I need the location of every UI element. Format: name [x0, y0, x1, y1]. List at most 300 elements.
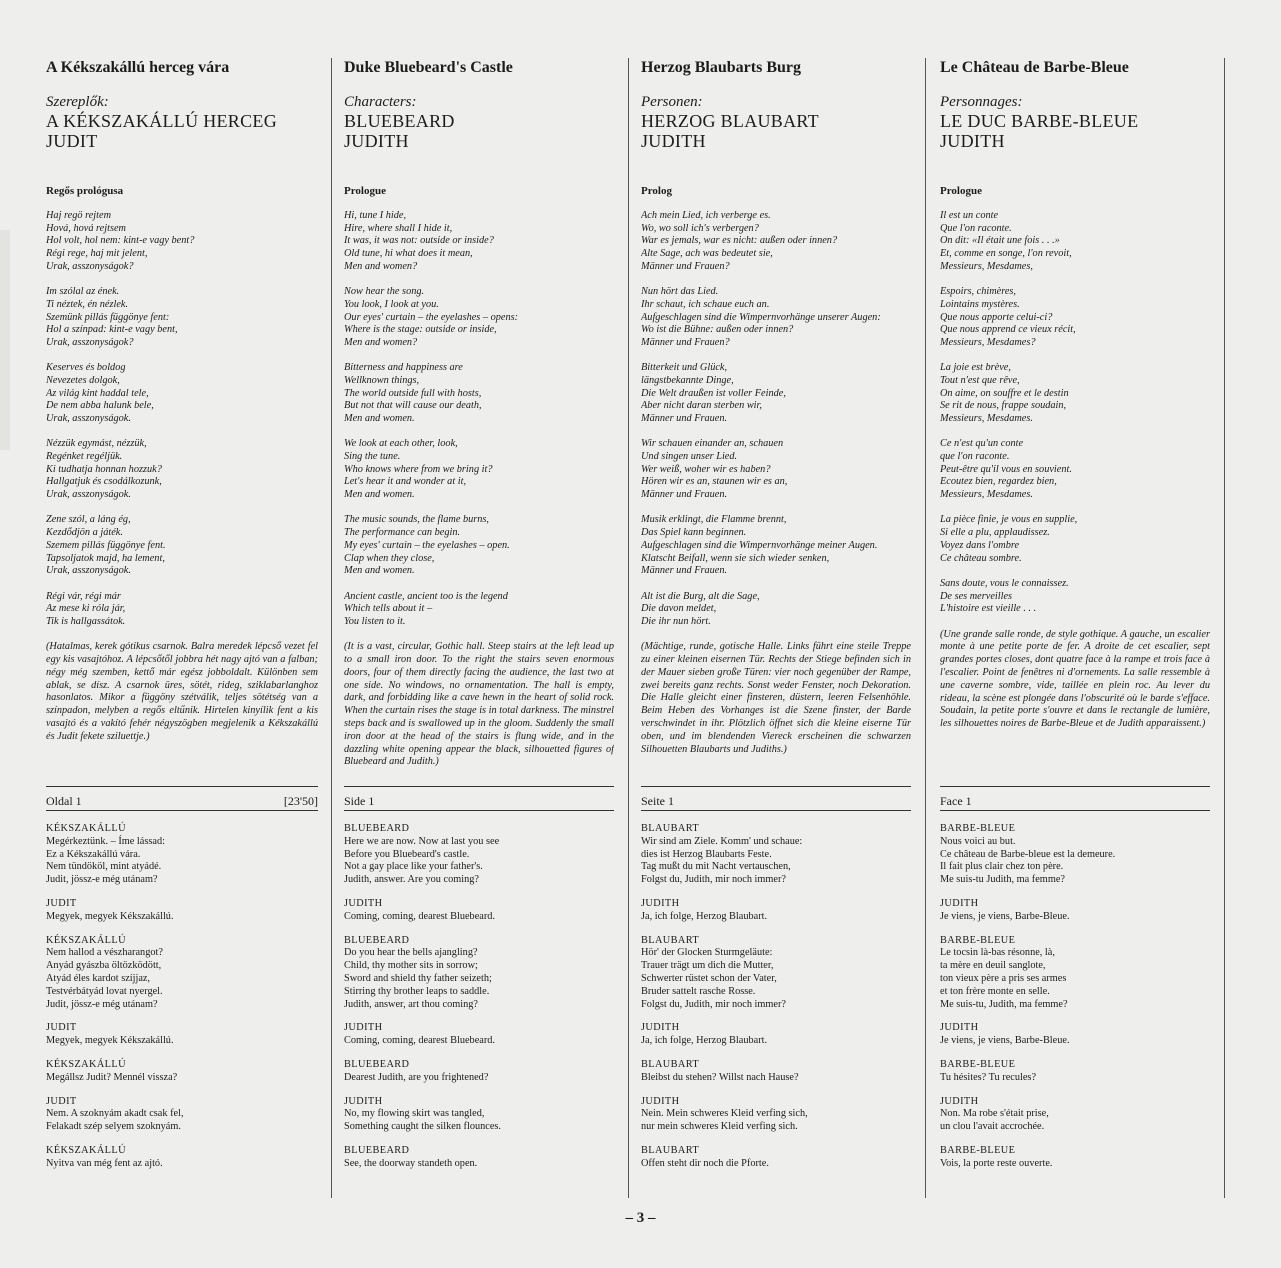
column-divider — [925, 58, 926, 1198]
verse-stanza — [641, 591, 911, 629]
prologue-title: Prologue — [940, 185, 982, 197]
sung-line: et ton frère monte en selle. — [940, 985, 1050, 997]
verse-line: Si elle a plu, applaudissez. — [940, 527, 1050, 539]
character-name: A KÉKSZAKÁLLÚ HERCEG — [46, 111, 277, 131]
sung-line: Megérkeztünk. – Íme lássad: — [46, 835, 165, 847]
characters-label: Szereplők: — [46, 94, 109, 110]
verse-line: Hören wir es an, staunen wir es an, — [641, 476, 788, 488]
verse-line: Urak, asszonyságok. — [46, 489, 131, 501]
prologue-verses — [46, 210, 318, 629]
side-header — [641, 787, 911, 811]
speech-block — [344, 1059, 614, 1085]
verse-stanza — [940, 438, 1210, 502]
sung-line: Me suis-tu, Judith, ma femme? — [940, 998, 1068, 1010]
speech-block — [46, 935, 318, 1012]
side-header — [940, 787, 1210, 811]
verse-line: Que nous apprend ce vieux récit, — [940, 324, 1076, 336]
prologue-verses — [641, 210, 911, 629]
speaker-name: BLUEBEARD — [344, 1144, 410, 1156]
sung-line: Je viens, je viens, Barbe-Bleue. — [940, 910, 1070, 922]
speech-block — [940, 898, 1210, 924]
verse-line: Messieurs, Mesdames. — [940, 413, 1033, 425]
speech-block — [344, 1022, 614, 1048]
sung-line: Dearest Judith, are you frightened? — [344, 1071, 489, 1083]
sung-line: Do you hear the bells ajangling? — [344, 947, 478, 959]
characters-label: Personnages: — [940, 94, 1023, 110]
sung-line: Wir sind am Ziele. Komm' und schaue: — [641, 835, 803, 847]
sung-line: Atyád éles kardot szíjjaz, — [46, 972, 151, 984]
sung-line: Trauer trägt um dich die Mutter, — [641, 960, 774, 972]
sung-line: Here we are now. Now at last you see — [344, 835, 500, 847]
verse-line: Hol volt, hol nem: kint-e vagy bent? — [46, 235, 195, 247]
verse-line: Men and women. — [344, 413, 415, 425]
speech-block — [940, 1145, 1210, 1171]
speech-block — [46, 1145, 318, 1171]
verse-line: De nem abba halunk bele, — [46, 400, 154, 412]
speaker-name: JUDIT — [46, 1095, 77, 1107]
column-divider — [331, 58, 332, 1198]
speaker-name: JUDITH — [641, 1022, 680, 1034]
verse-line: Wellknown things, — [344, 374, 420, 386]
speaker-name: BARBE-BLEUE — [940, 823, 1016, 834]
speaker-name: JUDITH — [940, 1095, 979, 1107]
verse-line: The performance can begin. — [344, 527, 461, 539]
verse-stanza — [940, 286, 1210, 350]
stage-direction: (Une grande salle ronde, de style gothique. A gauche, un escalier monte à une petite porte de fer. A droite de cet escalier, sept grandes portes closes, dont quatre face à la rampe et trois face à l'escalier. Point de fenêtres ni d'ornements. La salle ressemble à une caverne sombre, vide, taillée en plein roc. Au lever du rideau, la scène est plongée dans l'obscurité où le barde s'efface. Soudain, la petite porte s'ouvre et dans le rectangle de lumière, les silhouettes noires de Barbe-Bleue et de Judith apparaissent.) — [940, 628, 1210, 730]
speech-block — [344, 1145, 614, 1171]
prologue-verses — [940, 210, 1210, 616]
verse-line: Männer und Frauen. — [641, 413, 728, 425]
characters-label: Characters: — [344, 94, 417, 110]
speaker-name: BLUEBEARD — [344, 823, 410, 834]
speech-block — [344, 935, 614, 1012]
verse-line: Urak, asszonyságok. — [46, 565, 131, 577]
character-name: LE DUC BARBE-BLEUE — [940, 111, 1139, 131]
verse-line: Die davon meldet, — [641, 603, 717, 615]
sung-line: Sword and shield thy father seizeth; — [344, 972, 492, 984]
character-name: JUDITH — [641, 131, 706, 151]
verse-stanza — [641, 362, 911, 426]
sung-line: Nem. A szoknyám akadt csak fel, — [46, 1108, 184, 1120]
speaker-name: JUDIT — [46, 897, 77, 909]
side-header — [344, 787, 614, 811]
sung-line: un clou l'avait accrochée. — [940, 1121, 1045, 1133]
verse-stanza — [344, 438, 614, 502]
speech-block — [46, 823, 318, 887]
verse-line: War es jemals, war es nicht: außen oder innen? — [641, 235, 838, 247]
side-section — [46, 786, 318, 1182]
dialog — [46, 811, 318, 1171]
verse-stanza — [344, 591, 614, 629]
speaker-name: BLAUBART — [641, 934, 700, 946]
sung-line: Judit, jössz-e még utánam? — [46, 998, 158, 1010]
sung-line: Not a gay place like your father's. — [344, 861, 483, 873]
verse-line: Die ihr nun hört. — [641, 615, 711, 627]
verse-line: Men and women. — [344, 565, 415, 577]
side-label: Face 1 — [940, 794, 972, 808]
verse-line: The music sounds, the flame burns, — [344, 514, 490, 526]
verse-stanza — [344, 362, 614, 426]
verse-line: Lointains mystères. — [940, 298, 1020, 310]
speech-block — [641, 935, 911, 1012]
verse-line: Ihr schaut, ich schaue euch an. — [641, 298, 770, 310]
speaker-name: BARBE-BLEUE — [940, 1144, 1016, 1156]
verse-line: Peut-être qu'il vous en souvient. — [940, 463, 1072, 475]
verse-line: Régi rege, haj mit jelent, — [46, 248, 148, 260]
verse-line: Espoirs, chimères, — [940, 286, 1016, 298]
verse-line: Sing the tune. — [344, 451, 401, 463]
speaker-name: BLAUBART — [641, 1144, 700, 1156]
speech-block — [641, 1059, 911, 1085]
speaker-name: KÉKSZAKÁLLÚ — [46, 1058, 126, 1070]
verse-line: The world outside full with hosts, — [344, 387, 482, 399]
sung-line: Before you Bluebeard's castle. — [344, 848, 470, 860]
verse-line: Männer und Frauen. — [641, 565, 728, 577]
verse-line: Men and women. — [344, 489, 415, 501]
stage-direction: (Mächtige, runde, gotische Halle. Links führt eine steile Treppe zu einer kleinen eisernen Tür. Rechts der Stiege befinden sich in der Mauer sieben große Türen: vier noch gegenüber der Rampe, zwei bereits ganz rechts. Sonst weder Fenster, noch Dekoration. Die Halle gleicht einer finsteren, düstern, leeren Felsenhöhle. Beim Heben des Vorhanges ist die Szene finster, der Barde verschwindet in ihr. Plötzlich öffnet sich die kleine eiserne Tür oben, und im blendenden Viereck erscheinen die schwarzen Silhouetten Blaubarts und Judiths.) — [641, 641, 911, 755]
sung-line: Coming, coming, dearest Bluebeard. — [344, 910, 495, 922]
stage-direction: (Hatalmas, kerek gótikus csarnok. Balra meredek lépcső vezet fel egy kis vasajtóhoz. A lépcsőtől jobbra hét nagy ajtó van a falban; négy még szemben, kettő már egész jobboldalt. Különben sem ablak, se dísz. A csarnok üres, sötét, rideg, sziklabarlanghoz hasonlatos. Mikor a függöny szétválik, teljes sötétség van a színpadon, melyben a regős eltűnik. Hirtelen kinyílik fent a kis vasajtó és a vakító fehér négyszögben megjelenik a Kékszakállú és Judit fekete sziluettje.) — [46, 641, 318, 742]
sung-line: ta mère en deuil sanglote, — [940, 960, 1046, 972]
sung-line: Judith, answer. Are you coming? — [344, 874, 479, 886]
sung-line: Vois, la porte reste ouverte. — [940, 1157, 1053, 1169]
verse-line: Bitterkeit und Glück, — [641, 362, 728, 374]
verse-line: Bitterness and happiness are — [344, 362, 463, 374]
sung-line: ton vieux père a pris ses armes — [940, 972, 1067, 984]
verse-line: Where is the stage: outside or inside, — [344, 324, 497, 336]
speaker-name: JUDITH — [940, 897, 979, 909]
dialog — [641, 811, 911, 1171]
verse-line: Messieurs, Mesdames, — [940, 260, 1033, 272]
prologue-title: Prologue — [344, 185, 386, 197]
speech-block — [641, 823, 911, 887]
sung-line: Nous voici au but. — [940, 835, 1016, 847]
verse-line: Urak, asszonyságok? — [46, 336, 134, 348]
verse-stanza — [940, 210, 1210, 274]
sung-line: Child, thy mother sits in sorrow; — [344, 960, 478, 972]
verse-line: Az világ kint haddal tele, — [46, 387, 149, 399]
speaker-name: KÉKSZAKÁLLÚ — [46, 934, 126, 946]
verse-line: Nézzük egymást, nézzük, — [46, 438, 147, 450]
character-name: HERZOG BLAUBART — [641, 111, 819, 131]
verse-line: Il est un conte — [940, 210, 999, 221]
column-english — [344, 58, 614, 1188]
sung-line: Il fait plus clair chez ton père. — [940, 861, 1064, 873]
verse-stanza — [641, 438, 911, 502]
speech-block — [940, 1096, 1210, 1134]
sung-line: Stirring thy brother leaps to saddle. — [344, 985, 490, 997]
sung-line: No, my flowing skirt was tangled, — [344, 1108, 485, 1120]
prologue-title: Prolog — [641, 185, 672, 197]
speech-block — [641, 898, 911, 924]
verse-line: Ti néztek, én nézlek. — [46, 298, 129, 310]
page-number: – 3 – — [625, 1210, 656, 1226]
speaker-name: BLUEBEARD — [344, 1058, 410, 1070]
stage-direction: (It is a vast, circular, Gothic hall. Steep stairs at the left lead up to a small iron door. To the right the stairs seven enormous doors, four of them directly facing the audience, the last two at one side. No windows, no ornamentation. The hall is empty, dark, and forbidding like a cave hewn in the heart of solid rock. When the curtain rises the stage is in total darkness. The minstrel steps back and is swallowed up in the gloom. Suddenly the small iron door at the head of the stairs is flung wide, and in the dazzling white opening appear the black, silhouetted figures of Bluebeard and Judith.) — [344, 641, 614, 768]
verse-line: We look at each other, look, — [344, 438, 458, 450]
sung-line: Bleibst du stehen? Willst nach Hause? — [641, 1071, 799, 1083]
verse-line: Und singen unser Lied. — [641, 451, 738, 463]
verse-line: Our eyes' curtain – the eyelashes – opens: — [344, 311, 519, 323]
speaker-name: JUDITH — [344, 897, 383, 909]
verse-line: Szemünk pillás függönye fent: — [46, 311, 170, 323]
verse-line: Ce n'est qu'un conte — [940, 438, 1024, 450]
verse-stanza — [940, 578, 1210, 616]
sung-line: Tag mußt du mit Nacht vertauschen, — [641, 861, 791, 873]
sung-line: Non. Ma robe s'était prise, — [940, 1108, 1049, 1120]
characters-block — [940, 94, 1210, 184]
verse-line: Zene szól, a láng ég, — [46, 514, 131, 526]
verse-stanza — [344, 514, 614, 578]
speech-block — [344, 898, 614, 924]
verse-stanza — [46, 514, 318, 578]
verse-stanza — [641, 514, 911, 578]
verse-line: L'histoire est vieille . . . — [940, 603, 1037, 615]
verse-stanza — [641, 286, 911, 350]
column-title: Le Château de Barbe-Bleue — [940, 59, 1129, 76]
column-french — [940, 58, 1210, 1188]
sung-line: Tu hésites? Tu recules? — [940, 1071, 1037, 1083]
sung-line: nur mein schweres Kleid verfing sich. — [641, 1121, 798, 1133]
verse-line: La pièce finie, je vous en supplie, — [940, 514, 1078, 526]
dialog — [940, 811, 1210, 1171]
speech-block — [641, 1096, 911, 1134]
verse-line: Alt ist die Burg, alt die Sage, — [641, 590, 760, 602]
verse-line: Haj regö rejtem — [46, 210, 112, 221]
sung-line: Folgst du, Judith, mir noch immer? — [641, 998, 787, 1010]
verse-line: De ses merveilles — [940, 590, 1013, 602]
verse-line: Men and women? — [344, 336, 418, 348]
verse-line: Alte Sage, ach was bedeutet sie, — [641, 248, 773, 260]
speech-block — [940, 935, 1210, 1012]
column-divider — [628, 58, 629, 1198]
verse-line: Que nous apporte celui-ci? — [940, 311, 1053, 323]
verse-line: Que l'on raconte. — [940, 222, 1012, 234]
verse-line: Aber nicht daran sterben wir, — [641, 400, 762, 412]
verse-line: My eyes' curtain – the eyelashes – open. — [344, 539, 510, 551]
verse-line: Now hear the song. — [344, 286, 425, 298]
sung-line: Nyitva van még fent az ajtó. — [46, 1157, 163, 1169]
speech-block — [940, 1022, 1210, 1048]
speaker-name: JUDITH — [641, 1095, 680, 1107]
verse-line: Hire, where shall I hide it, — [344, 222, 453, 234]
verse-line: Szemem pillás függönye fent. — [46, 539, 166, 551]
speech-block — [641, 1022, 911, 1048]
side-label: Side 1 — [344, 794, 375, 808]
speech-block — [940, 823, 1210, 887]
speaker-name: BLAUBART — [641, 823, 700, 834]
verse-line: Et, comme en songe, l'on revoit, — [940, 248, 1072, 260]
page-edge-shadow — [0, 230, 10, 450]
sung-line: Megyek, megyek Kékszakállú. — [46, 1035, 174, 1047]
verse-line: Tapsoljatok majd, ha lement, — [46, 552, 165, 564]
verse-stanza — [46, 438, 318, 502]
sung-line: Ce château de Barbe-bleue est la demeure. — [940, 848, 1116, 860]
verse-line: Which tells about it – — [344, 603, 433, 615]
verse-stanza — [46, 591, 318, 629]
side-header — [46, 787, 318, 811]
verse-line: Tik is hallgassátok. — [46, 615, 126, 627]
verse-line: Ce château sombre. — [940, 552, 1022, 564]
sung-line: Megyek, megyek Kékszakállú. — [46, 910, 174, 922]
speaker-name: KÉKSZAKÁLLÚ — [46, 823, 126, 834]
speech-block — [46, 898, 318, 924]
verse-line: Musik erklingt, die Flamme brennt, — [641, 514, 787, 526]
verse-line: Die Welt draußen ist voller Feinde, — [641, 387, 786, 399]
column-title: Duke Bluebeard's Castle — [344, 59, 513, 76]
sung-line: Coming, coming, dearest Bluebeard. — [344, 1035, 495, 1047]
characters-block — [641, 94, 911, 184]
speaker-name: BARBE-BLEUE — [940, 934, 1016, 946]
verse-line: Urak, asszonyságok? — [46, 260, 134, 272]
verse-line: Sans doute, vous le connaissez. — [940, 577, 1069, 589]
verse-line: Wo, wo soll ich's verbergen? — [641, 222, 759, 234]
verse-stanza — [46, 210, 318, 274]
verse-line: Messieurs, Mesdames? — [940, 336, 1036, 348]
verse-line: Ach mein Lied, ich verberge es. — [641, 210, 771, 221]
verse-line: On dit: «Il était une fois . . .» — [940, 235, 1060, 247]
sung-line: Megállsz Judit? Mennél vissza? — [46, 1071, 178, 1083]
sung-line: Ja, ich folge, Herzog Blaubart. — [641, 910, 768, 922]
column-hungarian — [46, 58, 318, 1188]
verse-line: Ki tudhatja honnan hozzuk? — [46, 463, 162, 475]
verse-line: Männer und Frauen. — [641, 489, 728, 501]
verse-line: Messieurs, Mesdames. — [940, 489, 1033, 501]
speaker-name: JUDITH — [344, 1095, 383, 1107]
sung-line: Nem tündököl, mint atyádé. — [46, 861, 162, 873]
sung-line: dies ist Herzog Blaubarts Feste. — [641, 848, 772, 860]
sung-line: See, the doorway standeth open. — [344, 1157, 478, 1169]
speech-block — [344, 1096, 614, 1134]
speech-block — [46, 1059, 318, 1085]
verse-line: Hol a színpad: kint-e vagy bent, — [46, 324, 178, 336]
sung-line: Ez a Kékszakállú vára. — [46, 848, 141, 860]
sung-line: Me suis-tu Judith, ma femme? — [940, 874, 1065, 886]
verse-line: Tout n'est que rêve, — [940, 374, 1020, 386]
speaker-name: JUDITH — [940, 1022, 979, 1034]
column-title: A Kékszakállú herceg vára — [46, 59, 230, 76]
characters-block — [344, 94, 614, 184]
verse-line: Klatscht Beifall, wenn sie sich wieder senken, — [641, 552, 830, 564]
side-duration: [23'50] — [283, 794, 318, 808]
verse-line: Aufgeschlagen sind die Wimpernvorhänge meiner Augen. — [641, 539, 878, 551]
sung-line: Felakadt szép selyem szoknyám. — [46, 1121, 181, 1133]
character-name: JUDITH — [344, 131, 409, 151]
speaker-name: JUDITH — [641, 897, 680, 909]
verse-line: Nevezetes dolgok, — [46, 374, 120, 386]
sung-line: Offen steht dir noch die Pforte. — [641, 1157, 769, 1169]
characters-label: Personen: — [641, 94, 703, 110]
verse-line: Régi vár, régi már — [46, 590, 121, 602]
verse-line: Im szólal az ének. — [46, 286, 120, 298]
verse-line: Das Spiel kann beginnen. — [641, 527, 747, 539]
verse-line: Clap when they close, — [344, 552, 435, 564]
verse-line: Who knows where from we bring it? — [344, 463, 493, 475]
character-name: JUDITH — [940, 131, 1005, 151]
sung-line: Bruder sattelt rasche Rosse. — [641, 985, 756, 997]
prologue-title: Regős prológusa — [46, 185, 124, 197]
speech-block — [46, 1096, 318, 1134]
verse-line: Old tune, hi what does it mean, — [344, 248, 473, 260]
speaker-name: BLAUBART — [641, 1058, 700, 1070]
side-section — [344, 786, 614, 1182]
verse-line: Regénket regéljük. — [46, 451, 123, 463]
sung-line: Folgst du, Judith, mir noch immer? — [641, 874, 787, 886]
verse-stanza — [46, 286, 318, 350]
sung-line: Hör' der Glocken Sturmgeläute: — [641, 947, 773, 959]
verse-line: Men and women? — [344, 260, 418, 272]
verse-stanza — [46, 362, 318, 426]
verse-stanza — [940, 362, 1210, 426]
verse-line: Voyez dans l'ombre — [940, 539, 1020, 551]
sung-line: Something caught the silken flounces. — [344, 1121, 501, 1133]
sung-line: Nein. Mein schweres Kleid verfing sich, — [641, 1108, 808, 1120]
column-divider — [1224, 58, 1225, 1198]
verse-line: On aime, on souffre et le destin — [940, 387, 1069, 399]
sung-line: Je viens, je viens, Barbe-Bleue. — [940, 1035, 1070, 1047]
speech-block — [641, 1145, 911, 1171]
sung-line: Nem hallod a vészharangot? — [46, 947, 163, 959]
side-label: Seite 1 — [641, 794, 674, 808]
column-german — [641, 58, 911, 1188]
sung-line: Judith, answer, art thou coming? — [344, 998, 478, 1010]
sung-line: Le tocsin là-bas résonne, là, — [940, 947, 1055, 959]
characters-block — [46, 94, 318, 184]
side-section — [641, 786, 911, 1182]
verse-line: Ancient castle, ancient too is the legend — [344, 590, 508, 602]
verse-line: Ecoutez bien, regardez bien, — [940, 476, 1057, 488]
verse-line: Männer und Frauen? — [641, 336, 730, 348]
character-name: BLUEBEARD — [344, 111, 455, 131]
sung-line: Schwerter rüstet schon der Vater, — [641, 972, 777, 984]
verse-line: Wer weiß, woher wir es haben? — [641, 463, 771, 475]
verse-line: La joie est brève, — [940, 362, 1011, 374]
verse-line: Wo ist die Bühne: außen oder innen? — [641, 324, 794, 336]
verse-line: Wir schauen einander an, schauen — [641, 438, 784, 450]
sung-line: Testvérbátyád lovat nyergel. — [46, 985, 163, 997]
verse-line: You look, I look at you. — [344, 298, 439, 310]
verse-stanza — [344, 286, 614, 350]
prologue-verses — [344, 210, 614, 629]
verse-line: Aufgeschlagen sind die Wimpernvorhänge unserer Augen: — [641, 311, 881, 323]
speech-block — [344, 823, 614, 887]
verse-line: längstbekannte Dinge, — [641, 374, 734, 386]
speech-block — [940, 1059, 1210, 1085]
sung-line: Ja, ich folge, Herzog Blaubart. — [641, 1035, 768, 1047]
verse-line: Kezdődjön a játék. — [46, 527, 123, 539]
speaker-name: KÉKSZAKÁLLÚ — [46, 1144, 126, 1156]
verse-line: Urak, asszonyságok. — [46, 413, 131, 425]
speaker-name: BARBE-BLEUE — [940, 1058, 1016, 1070]
verse-line: Nun hört das Lied. — [641, 286, 719, 298]
verse-line: Let's hear it and wonder at it, — [344, 476, 467, 488]
verse-line: Az mese ki róla jár, — [46, 603, 126, 615]
column-title: Herzog Blaubarts Burg — [641, 59, 801, 76]
dialog — [344, 811, 614, 1171]
verse-line: But not that will cause our death, — [344, 400, 482, 412]
speaker-name: BLUEBEARD — [344, 934, 410, 946]
character-name: JUDIT — [46, 131, 98, 151]
verse-stanza — [641, 210, 911, 274]
speech-block — [46, 1022, 318, 1048]
verse-line: You listen to it. — [344, 615, 406, 627]
verse-stanza — [344, 210, 614, 274]
sung-line: Anyád gyászba öltözködött, — [46, 960, 162, 972]
verse-line: Hallgatjuk és csodálkozunk, — [46, 476, 162, 488]
verse-line: Se rit de nous, frappe soudain, — [940, 400, 1067, 412]
verse-line: Keserves és boldog — [46, 362, 126, 374]
speaker-name: JUDIT — [46, 1022, 77, 1034]
